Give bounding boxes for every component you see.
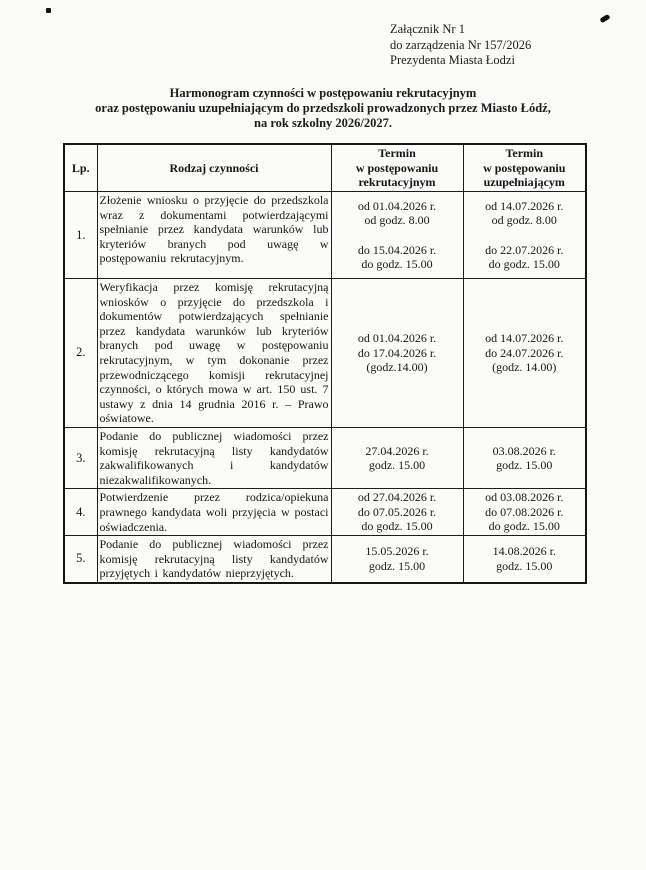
column-header bbox=[64, 144, 97, 192]
row-number-cell: 5. bbox=[64, 536, 97, 583]
term-line: od 03.08.2026 r. bbox=[485, 490, 564, 505]
attachment-reference bbox=[390, 22, 531, 69]
term-line: do 07.05.2026 r. bbox=[357, 504, 437, 519]
column-header-line: rekrutacyjnym bbox=[358, 175, 436, 190]
column-header-line: Termin bbox=[378, 146, 416, 161]
column-header bbox=[97, 144, 331, 192]
activity-cell: Podanie do publicznej wiadomości przez komisję rekrutacyjną listy kandydatów zakwalifikowanych i kandydatów niezakwalifikowanych. bbox=[97, 427, 331, 488]
supplementary-term-cell bbox=[463, 192, 586, 279]
column-header-line: w postępowaniu bbox=[355, 160, 439, 175]
term-line: od godz. 8.00 bbox=[364, 213, 430, 227]
column-header-line: uzupełniającym bbox=[483, 175, 565, 190]
term-line: do godz. 15.00 bbox=[488, 519, 560, 534]
term-line: godz. 15.00 bbox=[496, 458, 553, 473]
table-row bbox=[64, 279, 586, 428]
supplementary-term-cell bbox=[463, 536, 586, 583]
term-line: do 07.08.2026 r. bbox=[485, 504, 564, 519]
supplementary-term-cell bbox=[463, 279, 586, 428]
row-number-cell: 4. bbox=[64, 489, 97, 536]
term-line: 03.08.2026 r. bbox=[492, 443, 556, 458]
term-line: (godz. 14.00) bbox=[492, 360, 557, 375]
term-line: 27.04.2026 r. bbox=[365, 443, 429, 458]
attachment-line: Załącznik Nr 1 bbox=[390, 22, 465, 36]
table-header-row bbox=[64, 144, 586, 192]
attachment-line: Prezydenta Miasta Łodzi bbox=[390, 53, 515, 67]
supplementary-term-cell bbox=[463, 489, 586, 536]
term-line: do godz. 15.00 bbox=[488, 257, 560, 271]
row-number-cell: 1. bbox=[64, 192, 97, 279]
term-line: (godz.14.00) bbox=[366, 360, 428, 375]
term-line: od godz. 8.00 bbox=[491, 213, 557, 227]
term-gap bbox=[466, 228, 584, 243]
term-line: od 27.04.2026 r. bbox=[357, 490, 437, 505]
recruitment-term-cell bbox=[331, 192, 463, 279]
column-header-line: Rodzaj czynności bbox=[169, 160, 259, 175]
recruitment-term-cell bbox=[331, 489, 463, 536]
table-row bbox=[64, 427, 586, 488]
document-title-line: Harmonogram czynności w postępowaniu rekrutacyjnym bbox=[169, 86, 477, 100]
table-row bbox=[64, 489, 586, 536]
term-line: od 01.04.2026 r. bbox=[357, 198, 437, 213]
activity-cell: Potwierdzenie przez rodzica/opiekuna prawnego kandydata woli przyjęcia w postaci oświadczenia. bbox=[97, 489, 331, 536]
attachment-line: do zarządzenia Nr 157/2026 bbox=[390, 37, 532, 52]
column-header-line: Termin bbox=[505, 146, 544, 161]
scan-speck-top-left bbox=[46, 8, 51, 13]
table-row bbox=[64, 192, 586, 279]
recruitment-term-cell bbox=[331, 427, 463, 488]
activity-cell: Weryfikacja przez komisję rekrutacyjną wniosków o przyjęcie do przedszkola i dokumentów potwierdzających spełnianie przez kandydata warunków lub kryteriów branych pod uwagę w postępowaniu rekrutacyjnym, w tym dokonanie przez przewodniczącego komisji rekrutacyjnej czynności, o których mowa w art. 150 ust. 7 ustawy z dnia 14 grudnia 2016 r. – Prawo oświatowe. bbox=[97, 279, 331, 428]
recruitment-term-cell bbox=[331, 536, 463, 583]
table-row bbox=[64, 536, 586, 583]
document-title-line: na rok szkolny 2026/2027. bbox=[254, 116, 392, 130]
term-line: od 14.07.2026 r. bbox=[485, 331, 564, 346]
term-line: godz. 15.00 bbox=[368, 458, 426, 473]
term-line: godz. 15.00 bbox=[368, 558, 426, 573]
term-line: do 22.07.2026 r. bbox=[485, 242, 564, 257]
term-line: do 15.04.2026 r. bbox=[357, 242, 437, 257]
document-title bbox=[0, 86, 646, 131]
term-line: do 24.07.2026 r. bbox=[485, 345, 564, 360]
column-header bbox=[463, 144, 586, 192]
term-line: do godz. 15.00 bbox=[361, 519, 433, 534]
column-header-line: Lp. bbox=[71, 160, 90, 175]
term-line: od 01.04.2026 r. bbox=[357, 331, 437, 346]
schedule-table-body bbox=[64, 192, 586, 583]
document-title-line: oraz postępowaniu uzupełniającym do przedszkoli prowadzonych przez Miasto Łódź, bbox=[95, 101, 551, 115]
term-line: godz. 15.00 bbox=[496, 558, 553, 573]
term-line: do 17.04.2026 r. bbox=[357, 345, 437, 360]
recruitment-term-cell bbox=[331, 279, 463, 428]
row-number-cell: 3. bbox=[64, 427, 97, 488]
activity-cell: Złożenie wniosku o przyjęcie do przedszkola wraz z dokumentami potwierdzającymi spełnianie przez kandydata warunków lub kryteriów branych pod uwagę w postępowaniu rekrutacyjnym. bbox=[97, 192, 331, 279]
term-line: do godz. 15.00 bbox=[361, 257, 433, 271]
recruitment-schedule-table bbox=[63, 143, 587, 584]
term-line: 14.08.2026 r. bbox=[492, 544, 556, 559]
activity-cell: Podanie do publicznej wiadomości przez komisję rekrutacyjną listy kandydatów przyjętych i kandydatów nieprzyjętych. bbox=[97, 536, 331, 583]
column-header bbox=[331, 144, 463, 192]
column-header-line: w postępowaniu bbox=[483, 160, 566, 175]
term-gap bbox=[334, 228, 461, 243]
term-line: 15.05.2026 r. bbox=[365, 544, 429, 559]
pen-mark-top-right bbox=[599, 14, 610, 24]
term-line: od 14.07.2026 r. bbox=[485, 198, 564, 213]
row-number-cell: 2. bbox=[64, 279, 97, 428]
supplementary-term-cell bbox=[463, 427, 586, 488]
